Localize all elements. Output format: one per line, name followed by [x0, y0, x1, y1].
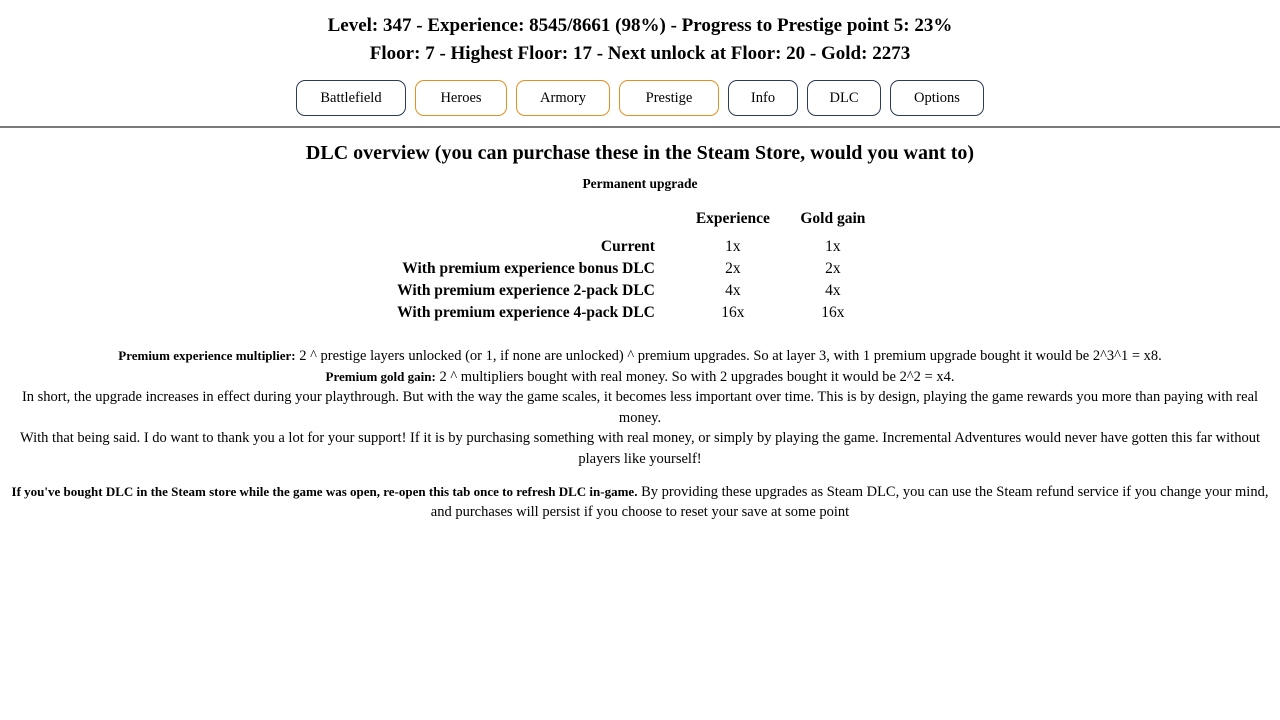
status-line-secondary	[0, 40, 1280, 68]
page-title: DLC overview (you can purchase these in the Steam Store, would you want to)	[305, 142, 975, 165]
stat-separator: -	[411, 15, 428, 36]
note-gold-title: Premium gold gain:	[325, 368, 436, 384]
note-short: In short, the upgrade increases in effect during your playthrough. But with the way the game scales, it becomes less important over time. This is by design, playing the game rewards you more than paying with real money.	[21, 389, 1259, 426]
main-tab-bar	[0, 80, 1280, 116]
stat-separator: -	[665, 15, 682, 36]
note-refresh-text: By providing these upgrades as Steam DLC, you can use the Steam refund service if you change your mind, and purchases will persist if you choose to reset your save at some point	[430, 483, 1269, 521]
row-experience-bonus-dlc: 2x	[725, 260, 741, 278]
notes-spacer	[0, 470, 1280, 482]
row-label-current: Current	[600, 238, 655, 256]
row-label-2pack-dlc: With premium experience 2-pack DLC	[397, 282, 655, 300]
note-refresh-title: If you've bought DLC in the Steam store while the game was open, re-open this tab once to refresh DLC in-game.	[11, 483, 638, 499]
dlc-notes	[0, 346, 1280, 523]
row-experience-2pack-dlc: 4x	[725, 282, 741, 300]
row-gold-2pack-dlc: 4x	[825, 282, 841, 300]
table-row	[397, 258, 883, 280]
row-gold-current: 1x	[825, 238, 841, 256]
row-label-bonus-dlc: With premium experience bonus DLC	[402, 260, 655, 278]
tab-dlc[interactable]: DLC	[807, 80, 881, 116]
header-divider	[0, 126, 1280, 128]
experience-stat: Experience: 8545/8661 (98%)	[427, 15, 666, 36]
gold-stat: Gold: 2273	[821, 42, 911, 64]
row-gold-bonus-dlc: 2x	[825, 260, 841, 278]
row-experience-4pack-dlc: 16x	[721, 304, 745, 322]
dlc-overview-table	[397, 208, 883, 324]
note-thanks: With that being said. I do want to thank you a lot for your support! If it is by purchasing something with real money, or simply by playing the game. Incremental Adventures would never have gotten this far without players like yourself!	[20, 430, 1260, 467]
table-header-experience: Experience	[695, 210, 770, 228]
tab-battlefield[interactable]: Battlefield	[296, 80, 406, 116]
row-label-4pack-dlc: With premium experience 4-pack DLC	[397, 304, 655, 322]
tab-info[interactable]: Info	[728, 80, 798, 116]
tab-prestige[interactable]: Prestige	[619, 80, 719, 116]
note-gold	[0, 367, 1280, 388]
status-line-primary	[0, 12, 1280, 40]
next-unlock-stat: Next unlock at Floor: 20	[607, 42, 806, 64]
section-subtitle: Permanent upgrade	[582, 176, 698, 192]
table-row	[397, 236, 883, 258]
note-multiplier-text: 2 ^ prestige layers unlocked (or 1, if none are unlocked) ^ premium upgrades. So at layer 3, with 1 premium upgrade bought it would be 2^3^1 = x8.	[295, 348, 1162, 365]
row-experience-current: 1x	[725, 238, 741, 256]
note-multiplier	[0, 346, 1280, 367]
table-row	[397, 280, 883, 302]
table-row	[397, 302, 883, 324]
table-header-row	[397, 208, 883, 236]
stat-separator: -	[591, 42, 608, 64]
floor-stat: Floor: 7	[369, 42, 435, 64]
table-header-blank	[397, 208, 683, 236]
level-stat: Level: 347	[327, 15, 412, 36]
stat-separator: -	[434, 42, 451, 64]
tab-options[interactable]: Options	[890, 80, 984, 116]
stat-separator: -	[805, 42, 821, 64]
tab-armory[interactable]: Armory	[516, 80, 610, 116]
table-header-gold: Gold gain	[800, 210, 866, 228]
tab-heroes[interactable]: Heroes	[415, 80, 507, 116]
note-refresh	[0, 482, 1280, 523]
prestige-progress-stat: Progress to Prestige point 5: 23%	[681, 15, 953, 36]
note-gold-text: 2 ^ multipliers bought with real money. So with 2 upgrades bought it would be 2^2 = x4.	[435, 368, 955, 385]
note-multiplier-title: Premium experience multiplier:	[118, 348, 296, 364]
dlc-table-wrap	[0, 208, 1280, 324]
row-gold-4pack-dlc: 16x	[821, 304, 845, 322]
highest-floor-stat: Highest Floor: 17	[450, 42, 592, 64]
status-header	[0, 0, 1280, 116]
